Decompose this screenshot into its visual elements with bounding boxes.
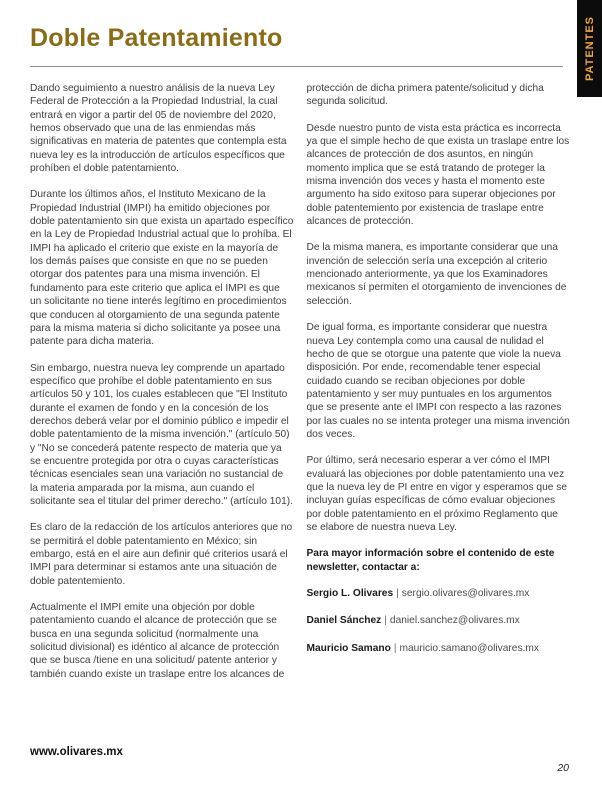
article-body xyxy=(30,82,570,694)
paragraph: Por último, será necesario esperar a ver cómo el IMPI evaluará las objeciones por doble patentamiento una vez que la nueva ley de PI entre en vigor y esperamos que se incluyan guías específicas de cómo evaluar objeciones por doble patentamiento en el próximo Reglamento que se elabore de nuestra nueva Ley. xyxy=(306,455,568,533)
patentes-tab-label: PATENTES xyxy=(583,15,596,82)
contact-name: Daniel Sánchez xyxy=(306,615,382,627)
left-column xyxy=(30,82,294,694)
right-column xyxy=(307,82,571,694)
contact-separator: | xyxy=(384,615,387,627)
contact-line xyxy=(307,587,571,600)
contact-email: sergio.olivares@olivares.mx xyxy=(401,588,530,599)
paragraph: De la misma manera, es importante considerar que una invención de selección sería una excepción al criterio mencionado anteriormente, ya que los Examinadores mexicanos sí permiten el otorgamiento de invenciones de selección. xyxy=(306,242,567,307)
contact-line xyxy=(307,642,571,655)
contact-list xyxy=(307,587,571,655)
contact-separator: | xyxy=(396,588,399,599)
paragraph: Desde nuestro punto de vista esta práctica es incorrecta ya que el simple hecho de que exista un traslape entre los alcances de protección de dos asuntos, en ningún momento implica que se está tratando de proteger la misma invención dos veces y hasta el momento este argumento ha sido exitoso para superar objeciones por doble patentemiento por existencia de traslape entre alcances de protección. xyxy=(306,122,570,228)
contact-line xyxy=(307,614,571,627)
paragraph: Es claro de la redacción de los artículos anteriores que no se permitirá el doble patentamiento en México; sin embargo, está en el aire aun definir qué criterios usará el IMPI para determinar si estamos ante una situación de doble patentemiento. xyxy=(30,522,293,587)
contact-email: daniel.sanchez@olivares.mx xyxy=(389,615,520,627)
page-number: 20 xyxy=(557,762,569,774)
paragraph: protección de dicha primera patente/solicitud y dicha segunda solicitud. xyxy=(306,83,544,108)
title-divider xyxy=(30,66,563,67)
patentes-side-tab xyxy=(577,0,602,97)
contact-heading: Para mayor información sobre el contenido de este newsletter, contactar a: xyxy=(306,548,555,573)
contact-separator: | xyxy=(393,642,397,654)
paragraph: Dando seguimiento a nuestro análisis de la nueva Ley Federal de Protección a la Propiedad Industrial, la cual entrará en vigor a partir del 05 de noviembre del 2020, hemos observado que una de las enmiendas más significativas en materia de patentes que contempla esta nueva ley es la introducción de artículos específicos que prohíben el doble patentamiento. xyxy=(30,83,287,175)
paragraph: Sin embargo, nuestra nueva ley comprende un apartado específico que prohíbe el doble patentamiento en sus artículos 50 y 101, los cuales establecen que "El Instituto durante el examen de fondo y en la concesión de los derechos deberá velar por el dominio público e impedir el doble patentamiento de la misma invención." (artículo 50) y "No se concederá patente respecto de materia que ya se encuentre protegida por otra o cuyas características técnicas esenciales sean una variación no sustancial de la materia amparada por la misma, aun cuando el solicitante sea el titular del primer derecho." (artículo 101). xyxy=(30,362,293,507)
paragraph: Actualmente el IMPI emite una objeción por doble patentamiento cuando el alcance de protección que se busca en una segunda solicitud (normalmente una solicitud divisional) es idéntico al alcance de protección que se busca /tiene en una solicitud/ patente anterior y también cuando existe un traslape entre los alcances de xyxy=(30,602,285,680)
right-column-paragraphs xyxy=(307,82,571,534)
paragraph: De igual forma, es importante considerar que nuestra nueva Ley contempla como una causal de nulidad el hecho de que se otorgue una patente que viole la nueva disposición. Por ende, recomendable tener especial cuidado cuando se reciban objeciones por doble patentamiento y ser muy puntuales en los argumentos que se presente ante el IMPI con respecto a las razones por las cuales no se intenta proteger una misma invención dos veces. xyxy=(306,322,570,440)
contact-name: Sergio L. Olivares xyxy=(306,588,394,599)
paragraph: Durante los últimos años, el Instituto Mexicano de la Propiedad Industrial (IMPI) ha emitido objeciones por doble patentamiento sin que exista un apartado específico en la Ley de Propiedad Industrial actual que lo prohíba. El IMPI ha aplicado el criterio que existe en la mayoría de los demás países que consiste en que no se pueden otorgar dos patentes para una misma invención. El fundamento para este criterio que aplica el IMPI es que un solicitante no tiene interés legítimo en procedimientos que conducen al otorgamiento de una segunda patente para la misma materia si dicho solicitante ya posee una patente para dicha materia. xyxy=(30,189,294,348)
footer-website: www.olivares.mx xyxy=(30,746,123,758)
contact-name: Mauricio Samano xyxy=(306,642,391,654)
page-title: Doble Patentamiento xyxy=(30,24,283,52)
contact-email: mauricio.samano@olivares.mx xyxy=(399,642,539,654)
